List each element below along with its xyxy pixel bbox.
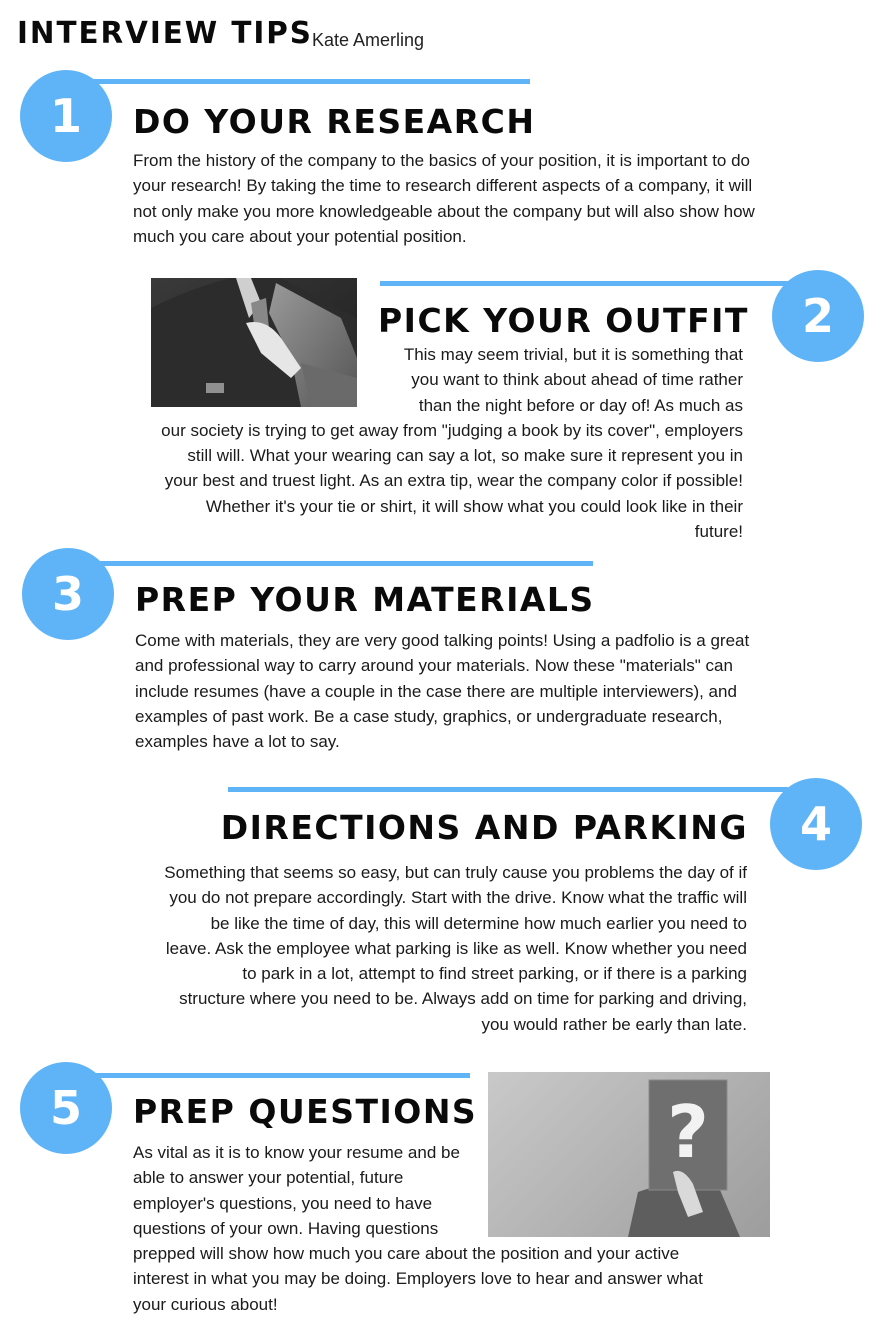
body-line: Something that seems so easy, but can truly cause you problems the day of if — [164, 863, 747, 882]
section-heading: PICK YOUR OUTFIT — [378, 301, 749, 340]
section-body — [133, 148, 755, 249]
body-line: examples have a lot to say. — [135, 732, 340, 752]
page-title: INTERVIEW TIPS — [17, 16, 313, 51]
body-line: much you care about your potential position. — [133, 226, 467, 246]
body-line: As vital as it is to know your resume and be — [133, 1143, 460, 1162]
body-line: our society is trying to get away from "judging a book by its cover", employers — [161, 420, 743, 440]
body-line: your research! By taking the time to research different aspects of a company, it will — [133, 176, 753, 196]
body-line: Come with materials, they are very good talking points! Using a padfolio is a great — [135, 631, 750, 650]
section-body — [135, 628, 749, 754]
body-line: leave. Ask the employee what parking is like as well. Know whether you need — [165, 938, 747, 958]
body-line: This may seem trivial, but it is something that — [403, 345, 743, 364]
body-line: structure where you need to be. Always add on time for parking and driving, — [179, 989, 747, 1009]
question-mark-glyph: ? — [667, 1090, 709, 1174]
section-body — [110, 860, 747, 1037]
section-heading: PREP YOUR MATERIALS — [135, 580, 595, 619]
section-divider-line — [380, 281, 800, 286]
body-line: you would rather be early than late. — [481, 1014, 747, 1034]
section-body — [110, 342, 743, 544]
body-line: your best and truest light. As an extra tip, wear the company color if possible! — [164, 471, 743, 491]
body-line: able to answer your potential, future — [133, 1168, 404, 1188]
step-number-badge: 4 — [770, 778, 862, 870]
step-number-badge: 5 — [20, 1062, 112, 1154]
section-heading: DO YOUR RESEARCH — [133, 102, 536, 141]
body-line: and professional way to carry around your materials. Now these "materials" can — [135, 656, 733, 676]
section-body — [133, 1140, 703, 1317]
section-divider-line — [90, 561, 593, 566]
body-line: you do not prepare accordingly. Start with the drive. Know what the traffic will — [169, 888, 747, 908]
body-line: From the history of the company to the basics of your position, it is important to do — [133, 151, 751, 170]
section-heading: PREP QUESTIONS — [133, 1092, 478, 1131]
author-name: Kate Amerling — [312, 30, 425, 50]
body-line: Whether it's your tie or shirt, it will show what you could look like in their — [205, 496, 743, 516]
body-line: prepped will show how much you care about the position and your active — [133, 1244, 680, 1264]
section-divider-line — [80, 79, 530, 84]
body-line: employer's questions, you need to have — [133, 1193, 433, 1213]
body-line: examples of past work. Be a case study, graphics, or undergraduate research, — [135, 706, 723, 726]
body-line: questions of your own. Having questions — [133, 1218, 439, 1238]
body-line: than the night before or day of! As much as — [418, 395, 743, 415]
body-line: future! — [694, 522, 743, 542]
section-divider-line — [228, 787, 788, 792]
section-heading: DIRECTIONS AND PARKING — [220, 808, 748, 847]
section-divider-line — [90, 1073, 470, 1078]
body-line: your curious about! — [133, 1294, 278, 1314]
body-line: not only make you more knowledgeable about the company but will also show how — [133, 201, 755, 221]
body-line: you want to think about ahead of time rather — [411, 370, 743, 390]
step-number-badge: 2 — [772, 270, 864, 362]
body-line: include resumes (have a couple in the case there are multiple interviewers), and — [135, 681, 737, 701]
body-line: still will. What your wearing can say a lot, so make sure it represent you in — [187, 446, 743, 466]
step-number-badge: 3 — [22, 548, 114, 640]
step-number-badge: 1 — [20, 70, 112, 162]
body-line: be like the time of day, this will determine how much earlier you need to — [210, 913, 747, 933]
body-line: to park in a lot, attempt to find street parking, or if there is a parking — [242, 964, 747, 984]
body-line: interest in what you may be doing. Employers love to hear and answer what — [133, 1269, 703, 1289]
